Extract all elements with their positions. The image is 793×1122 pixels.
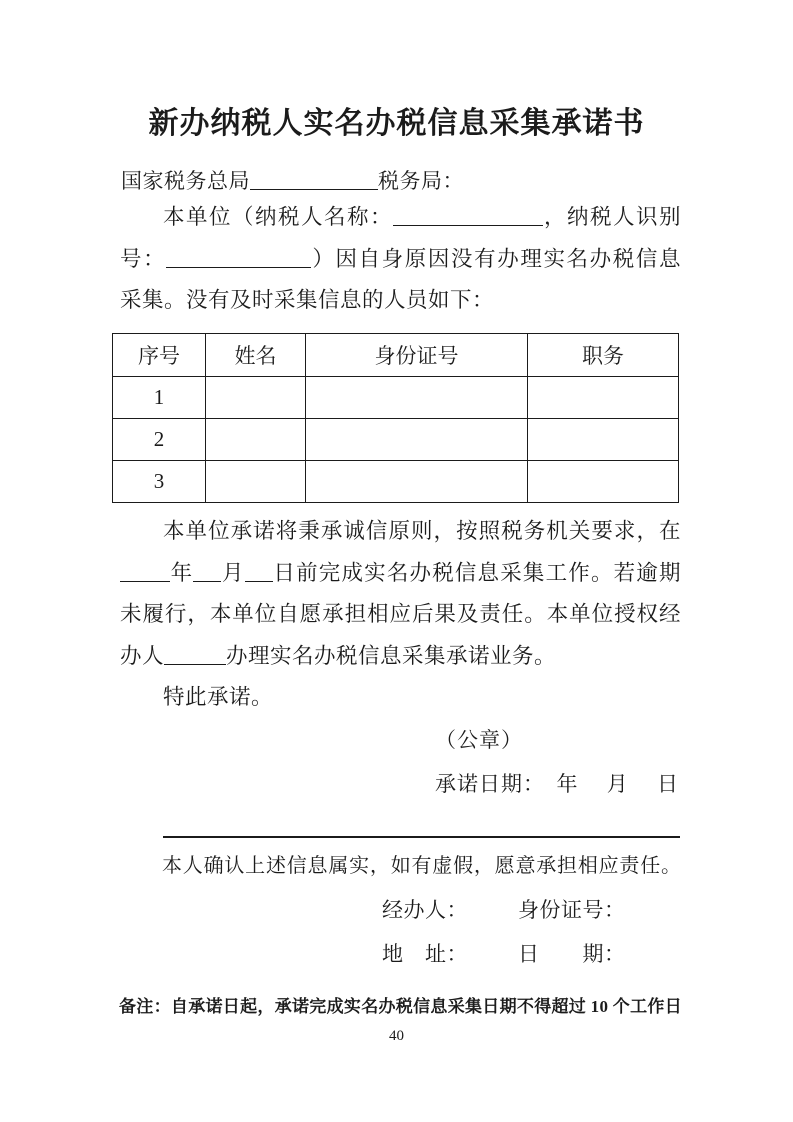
table-header-row — [113, 334, 679, 377]
cell-id-number — [306, 377, 528, 419]
confirmation-statement: 本人确认上述信息属实，如有虚假，愿意承担相应责任。 — [162, 855, 681, 877]
cell-id-number — [306, 461, 528, 503]
blank-year — [120, 566, 170, 582]
page-number: 40 — [389, 1028, 404, 1044]
para1-text-2: ，纳税人识别号： — [120, 205, 681, 271]
cell-position — [528, 377, 679, 419]
para2-text-1: 本单位承诺将秉承诚信原则，按照税务机关要求，在 — [163, 519, 681, 543]
agent-label: 经办人： — [382, 898, 468, 922]
table-row — [113, 377, 679, 419]
cell-name — [206, 377, 306, 419]
cell-position — [528, 461, 679, 503]
cell-name — [206, 461, 306, 503]
para2-text-4: 日前完成实名办税信息采集工作。若逾期未履行，本单位自愿承担相应后果及责任。本单位授权经办人 — [120, 560, 681, 668]
addressee-suffix: 税务局： — [378, 169, 464, 193]
col-header-id-number: 身份证号 — [306, 334, 528, 377]
blank-tax-bureau — [250, 174, 378, 190]
footnote: 备注：自承诺日起，承诺完成实名办税信息采集日期不得超过 10 个工作日 — [119, 997, 682, 1016]
blank-month — [193, 566, 221, 582]
para1-text-3: ）因自身原因没有办理实名办税信息采集。没有及时采集信息的人员如下： — [120, 246, 681, 312]
blank-taxpayer-id — [166, 252, 311, 268]
id-number-label: 身份证号： — [518, 898, 626, 922]
promise-statement: 特此承诺。 — [163, 685, 274, 709]
blank-agent-name — [164, 649, 226, 665]
cell-name — [206, 419, 306, 461]
date-label: 日 期： — [518, 942, 626, 966]
table-row — [113, 419, 679, 461]
blank-taxpayer-name — [393, 210, 543, 226]
document-title: 新办纳税人实名办税信息采集承诺书 — [148, 107, 645, 140]
col-header-position: 职务 — [528, 334, 679, 377]
paragraph-commitment — [120, 511, 681, 677]
addressee-line — [121, 165, 464, 195]
table-row — [113, 461, 679, 503]
person-table — [112, 333, 679, 503]
signature-divider — [163, 836, 680, 838]
cell-index: 2 — [113, 419, 206, 461]
col-header-name: 姓名 — [206, 334, 306, 377]
commitment-date-line: 承诺日期： 年 月 日 — [435, 772, 679, 796]
addressee-prefix: 国家税务总局 — [121, 169, 250, 193]
cell-id-number — [306, 419, 528, 461]
para1-text-1: 本单位（纳税人名称： — [163, 205, 393, 229]
col-header-index: 序号 — [113, 334, 206, 377]
cell-index: 3 — [113, 461, 206, 503]
para2-text-3: 月 — [221, 560, 245, 585]
para2-text-5: 办理实名办税信息采集承诺业务。 — [226, 643, 557, 668]
para2-text-2: 年 — [170, 560, 194, 585]
cell-position — [528, 419, 679, 461]
paragraph-reason — [120, 197, 681, 322]
address-label: 地 址： — [382, 942, 468, 966]
blank-day — [245, 566, 273, 582]
official-seal-placeholder: （公章） — [435, 728, 523, 752]
cell-index: 1 — [113, 377, 206, 419]
